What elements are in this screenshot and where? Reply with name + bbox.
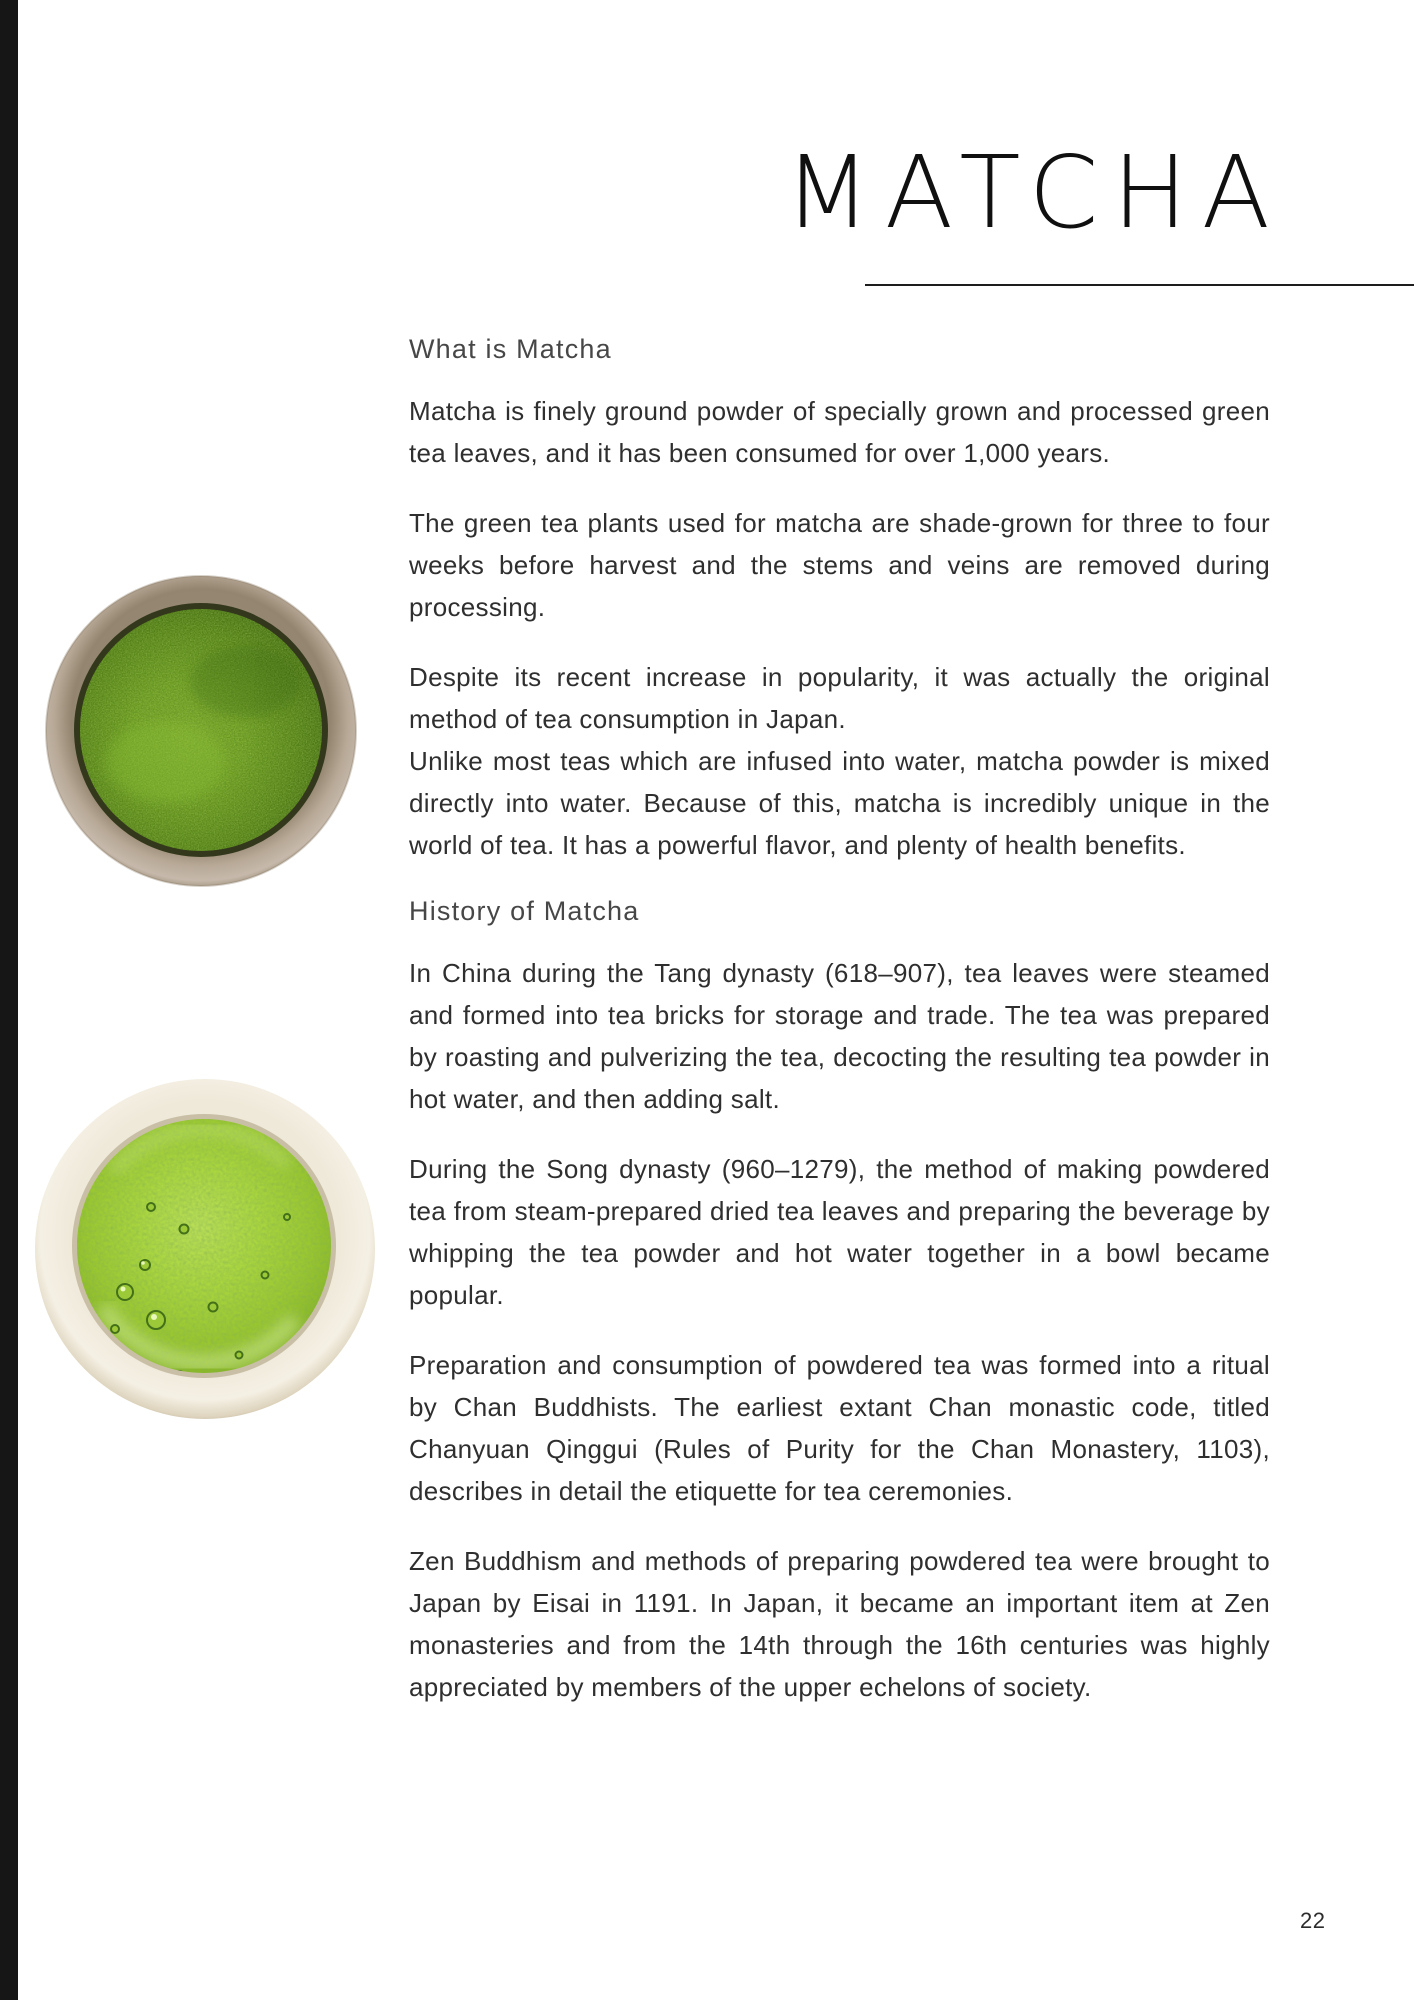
body-paragraph: Preparation and consumption of powdered tea was formed into a ritual by Chan Buddhists. The earliest extant Chan monastic code, titled Chanyuan Qinggui (Rules of Purity for the Chan Monastery, 1103), describes in detail the etiquette for tea ceremonies. [409, 1350, 1270, 1506]
body-paragraph: Despite its recent increase in popularity, it was actually the original method of tea consumption in Japan. [409, 662, 1270, 734]
matcha-powder-bowl-image [45, 572, 358, 890]
title-underline [865, 284, 1414, 286]
page-number: 22 [1300, 1908, 1326, 1933]
section-heading: History of Matcha [409, 896, 640, 926]
text-column [409, 332, 1270, 1736]
matcha-tea-bowl-image [33, 1077, 378, 1422]
body-paragraph: Unlike most teas which are infused into water, matcha powder is mixed directly into water. Because of this, matcha is incredibly unique in the world of tea. It has a powerful flavor, and plenty of health benefits. [409, 746, 1270, 860]
left-accent-bar [0, 0, 18, 2000]
page-title: MATCHA [784, 134, 1284, 251]
body-paragraph: Matcha is finely ground powder of specially grown and processed green tea leaves, and it has been consumed for over 1,000 years. [409, 396, 1270, 468]
body-paragraph: During the Song dynasty (960–1279), the method of making powdered tea from steam-prepared dried tea leaves and preparing the beverage by whipping the tea powder and hot water together in a bowl became popular. [409, 1154, 1270, 1310]
body-paragraph: In China during the Tang dynasty (618–907), tea leaves were steamed and formed into tea bricks for storage and trade. The tea was prepared by roasting and pulverizing the tea, decocting the resulting tea powder in hot water, and then adding salt. [409, 958, 1270, 1114]
body-paragraph: The green tea plants used for matcha are shade-grown for three to four weeks before harvest and the stems and veins are removed during processing. [409, 508, 1270, 622]
body-paragraph: Zen Buddhism and methods of preparing powdered tea were brought to Japan by Eisai in 1191. In Japan, it became an important item at Zen monasteries and from the 14th through the 16th centuries was highly appreciated by members of the upper echelons of society. [409, 1546, 1270, 1702]
section-heading: What is Matcha [409, 334, 612, 364]
